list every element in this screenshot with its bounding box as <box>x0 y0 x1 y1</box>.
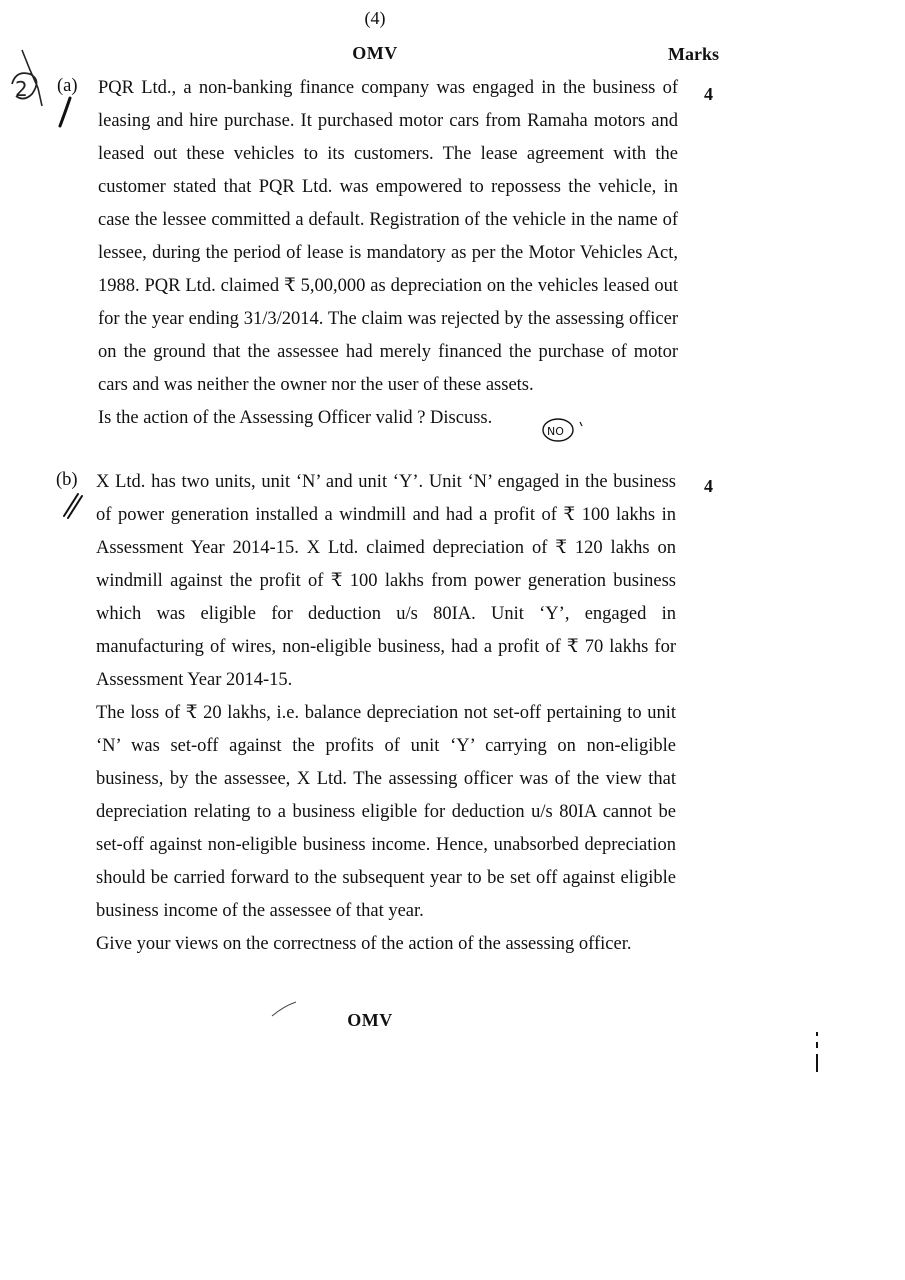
header-code: OMV <box>352 43 398 63</box>
question-a-label: (a) <box>57 76 78 96</box>
handwritten-number-text: 2 <box>15 77 28 101</box>
question-a-marks: 4 <box>704 84 713 104</box>
question-a-paragraph-2: Is the action of the Assessing Officer valid ? Discuss. <box>98 408 493 428</box>
question-b-text <box>96 466 676 961</box>
question-b-paragraph-1: X Ltd. has two units, unit ‘N’ and unit ‘Y’. Unit ‘N’ engaged in the business of power generation installed a windmill and had a profit of ₹ 100 lakhs in Assessment Year 2014-15. X Ltd. claimed depreciation of ₹ 120 lakhs on windmill against the profit of ₹ 100 lakhs from power generation business which was eligible for deduction u/s 80IA. Unit ‘Y’, engaged in manufacturing of wires, non-eligible business, had a profit of ₹ 70 lakhs for Assessment Year 2014-15. <box>96 472 676 690</box>
no-text: NO <box>547 425 564 438</box>
marks-column-header: Marks <box>668 44 719 64</box>
tick-mark-a <box>56 96 80 130</box>
question-b-marks: 4 <box>704 476 713 496</box>
footer-code: OMV <box>347 1010 393 1030</box>
question-b-label: (b) <box>56 470 78 490</box>
question-a-paragraph-1: PQR Ltd., a non-banking finance company was engaged in the business of leasing and hire purchase. It purchased motor cars from Ramaha motors and leased out these vehicles to its customers. The lease agreement with the customer stated that PQR Ltd. was empowered to repossess the vehicle, in case the lessee committed a default. Registration of the vehicle in the name of lessee, during the period of lease is mandatory as per the Motor Vehicles Act, 1988. PQR Ltd. claimed ₹ 5,00,000 as depreciation on the vehicles leased out for the year ending 31/3/2014. The claim was rejected by the assessing officer on the ground that the assessee had merely financed the purchase of motor cars and was neither the owner nor the user of these assets. <box>98 78 678 395</box>
page-number: (4) <box>364 8 386 28</box>
margin-mark <box>812 1028 822 1078</box>
question-b-paragraph-2: The loss of ₹ 20 lakhs, i.e. balance depreciation not set-off pertaining to unit ‘N’ was set-off against the profits of unit ‘Y’ carrying on non-eligible business, by the assessee, X Ltd. The assessing officer was of the view that depreciation relating to a business eligible for deduction u/s 80IA cannot be set-off against non-eligible business income. Hence, unabsorbed depreciation should be carried forward to the subsequent year to be set off against eligible business income of the assessee of that year. <box>96 703 676 921</box>
tick-mark-b <box>58 492 86 526</box>
question-a-text <box>98 72 678 435</box>
question-b-paragraph-3: Give your views on the correctness of the action of the assessing officer. <box>96 934 632 954</box>
